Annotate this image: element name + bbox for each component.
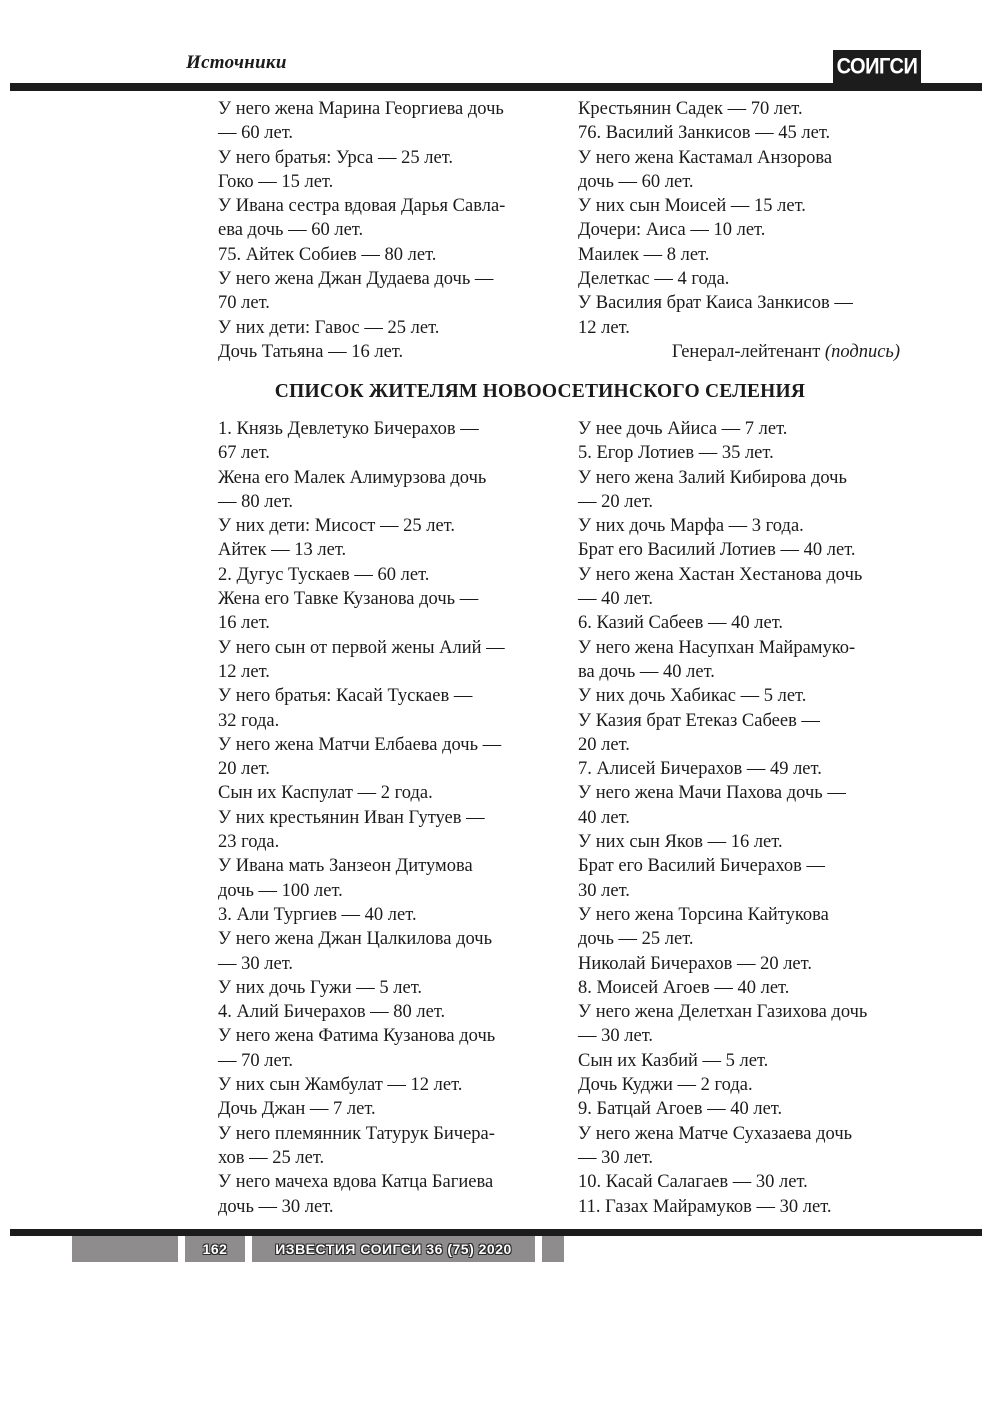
- text-line: У него жена Залий Кибирова дочь: [578, 467, 847, 488]
- text-line: дочь — 30 лет.: [218, 1196, 334, 1217]
- text-line: У него сын от первой жены Алий —: [218, 637, 505, 658]
- running-title: Источники: [186, 52, 287, 73]
- text-line: У него жена Мачи Пахова дочь —: [578, 783, 846, 804]
- text-line: У них крестьянин Иван Гутуев —: [218, 807, 485, 828]
- soigsi-logo-text: СОИГСИ: [836, 54, 918, 79]
- text-line: хов — 25 лет.: [218, 1147, 325, 1168]
- page-number: 162: [185, 1236, 245, 1262]
- text-line: У них дети: Гавос — 25 лет.: [218, 317, 440, 338]
- text-line: У них сын Жамбулат — 12 лет.: [218, 1075, 463, 1096]
- signature-line: [578, 340, 900, 364]
- text-line: У них дочь Марфа — 3 года.: [578, 516, 804, 537]
- text-line: Айтек — 13 лет.: [218, 540, 347, 561]
- text-line: ва дочь — 40 лет.: [578, 661, 715, 682]
- text-line: 30 лет.: [578, 880, 630, 901]
- text-line: У Василия брат Каиса Занкисов —: [578, 293, 853, 314]
- text-line: У него жена Делетхан Газихова дочь: [578, 1002, 868, 1023]
- text-line: У него жена Фатима Кузанова дочь: [218, 1026, 496, 1047]
- text-line: Брат его Василий Бичерахов —: [578, 856, 826, 877]
- text-line: У него жена Кастамал Анзорова: [578, 147, 833, 168]
- text-line: Жена его Малек Алимурзова дочь: [218, 467, 487, 488]
- text-line: 76. Василий Занкисов — 45 лет.: [578, 123, 831, 144]
- soigsi-logo: [833, 50, 921, 84]
- text-line: У него жена Марина Георгиева дочь: [218, 99, 504, 119]
- text-line: Делеткас — 4 года.: [578, 269, 730, 290]
- text-line: Сын их Каспулат — 2 года.: [218, 783, 433, 804]
- signature-note: (подпись): [824, 341, 900, 362]
- text-line: Дочь Джан — 7 лет.: [218, 1099, 376, 1120]
- text-line: 1. Князь Девлетуко Бичерахов —: [218, 419, 479, 439]
- intro-left-column: [218, 97, 540, 364]
- text-line: Сын их Казбий — 5 лет.: [578, 1050, 769, 1071]
- text-line: У Ивана мать Занзеон Дитумова: [218, 856, 473, 877]
- text-line: — 70 лет.: [218, 1050, 294, 1071]
- text-line: У него жена Торсина Кайтукова: [578, 904, 829, 925]
- text-line: 11. Газах Майрамуков — 30 лет.: [578, 1196, 832, 1217]
- text-line: У них дети: Мисост — 25 лет.: [218, 516, 455, 537]
- text-line: 23 года.: [218, 832, 280, 853]
- text-line: У него жена Матче Сухазаева дочь: [578, 1123, 853, 1144]
- intro-right-lines: [578, 97, 900, 340]
- text-line: Маилек — 8 лет.: [578, 244, 710, 265]
- text-line: — 30 лет.: [218, 953, 294, 974]
- text-line: 3. Али Тургиев — 40 лет.: [218, 904, 417, 925]
- text-line: У них дочь Хабикас — 5 лет.: [578, 686, 807, 707]
- text-line: 5. Егор Лотиев — 35 лет.: [578, 443, 774, 464]
- text-line: У него жена Насупхан Майрамуко-: [578, 637, 856, 658]
- footer-rule: [10, 1229, 982, 1236]
- text-line: 32 года.: [218, 710, 280, 731]
- text-line: У него жена Джан Цалкилова дочь: [218, 929, 493, 950]
- text-line: У нее дочь Айиса — 7 лет.: [578, 419, 788, 439]
- list-left-column: [218, 417, 540, 1219]
- text-line: Дочь Татьяна — 16 лет.: [218, 341, 404, 362]
- text-line: 4. Алий Бичерахов — 80 лет.: [218, 1002, 446, 1023]
- journal-title-footer: ИЗВЕСТИЯ СОИГСИ 36 (75) 2020: [252, 1236, 535, 1262]
- text-line: дочь — 60 лет.: [578, 171, 694, 192]
- text-line: У Ивана сестра вдовая Дарья Савла-: [218, 196, 506, 217]
- text-line: Брат его Василий Лотиев — 40 лет.: [578, 540, 856, 561]
- text-line: У него жена Хастан Хестанова дочь: [578, 564, 863, 585]
- text-line: У него мачеха вдова Катца Багиева: [218, 1172, 494, 1193]
- list-heading: СПИСОК ЖИТЕЛЯМ НОВООСЕТИНСКОГО СЕЛЕНИЯ: [274, 381, 806, 402]
- text-line: Гоко — 15 лет.: [218, 171, 334, 192]
- text-line: дочь — 25 лет.: [578, 929, 694, 950]
- text-line: Жена его Тавке Кузанова дочь —: [218, 589, 479, 610]
- text-line: — 30 лет.: [578, 1147, 654, 1168]
- footer-segment-blank: [72, 1236, 178, 1262]
- text-line: У него братья: Касай Тускаев —: [218, 686, 473, 707]
- text-line: У Казия брат Етеказ Сабеев —: [578, 710, 820, 731]
- text-line: 12 лет.: [578, 317, 630, 338]
- text-line: 20 лет.: [218, 759, 270, 780]
- intro-right-column: [578, 97, 900, 364]
- text-line: 7. Алисей Бичерахов — 49 лет.: [578, 759, 822, 780]
- text-line: 9. Батцай Агоев — 40 лет.: [578, 1099, 783, 1120]
- text-line: 16 лет.: [218, 613, 270, 634]
- text-line: Дочери: Аиса — 10 лет.: [578, 220, 766, 241]
- text-line: 8. Моисей Агоев — 40 лет.: [578, 977, 790, 998]
- text-line: 12 лет.: [218, 661, 270, 682]
- signature-rank: Генерал-лейтенант: [671, 341, 825, 362]
- text-line: дочь — 100 лет.: [218, 880, 343, 901]
- text-line: 10. Касай Салагаев — 30 лет.: [578, 1172, 808, 1193]
- text-line: У него племянник Татурук Бичера-: [218, 1123, 495, 1144]
- text-line: Крестьянин Садек — 70 лет.: [578, 99, 803, 119]
- text-line: 75. Айтек Собиев — 80 лет.: [218, 244, 437, 265]
- text-line: 20 лет.: [578, 734, 630, 755]
- text-line: 40 лет.: [578, 807, 630, 828]
- text-line: 67 лет.: [218, 443, 270, 464]
- text-line: — 30 лет.: [578, 1026, 654, 1047]
- footer-segment-end: [542, 1236, 564, 1262]
- text-line: У него братья: Урса — 25 лет.: [218, 147, 454, 168]
- text-line: У них сын Моисей — 15 лет.: [578, 196, 806, 217]
- text-line: У него жена Джан Дудаева дочь —: [218, 269, 494, 290]
- text-line: 6. Казий Сабеев — 40 лет.: [578, 613, 784, 634]
- text-line: У него жена Матчи Елбаева дочь —: [218, 734, 502, 755]
- header-rule: [10, 83, 982, 91]
- text-line: 70 лет.: [218, 293, 270, 314]
- text-line: — 60 лет.: [218, 123, 294, 144]
- text-line: Николай Бичерахов — 20 лет.: [578, 953, 812, 974]
- text-line: Дочь Куджи — 2 года.: [578, 1075, 753, 1096]
- list-right-column: [578, 417, 900, 1219]
- text-line: ева дочь — 60 лет.: [218, 220, 364, 241]
- text-line: — 40 лет.: [578, 589, 654, 610]
- text-line: — 20 лет.: [578, 491, 654, 512]
- text-line: 2. Дугус Тускаев — 60 лет.: [218, 564, 430, 585]
- text-line: — 80 лет.: [218, 491, 294, 512]
- text-line: У них сын Яков — 16 лет.: [578, 832, 783, 853]
- text-line: У них дочь Гужи — 5 лет.: [218, 977, 423, 998]
